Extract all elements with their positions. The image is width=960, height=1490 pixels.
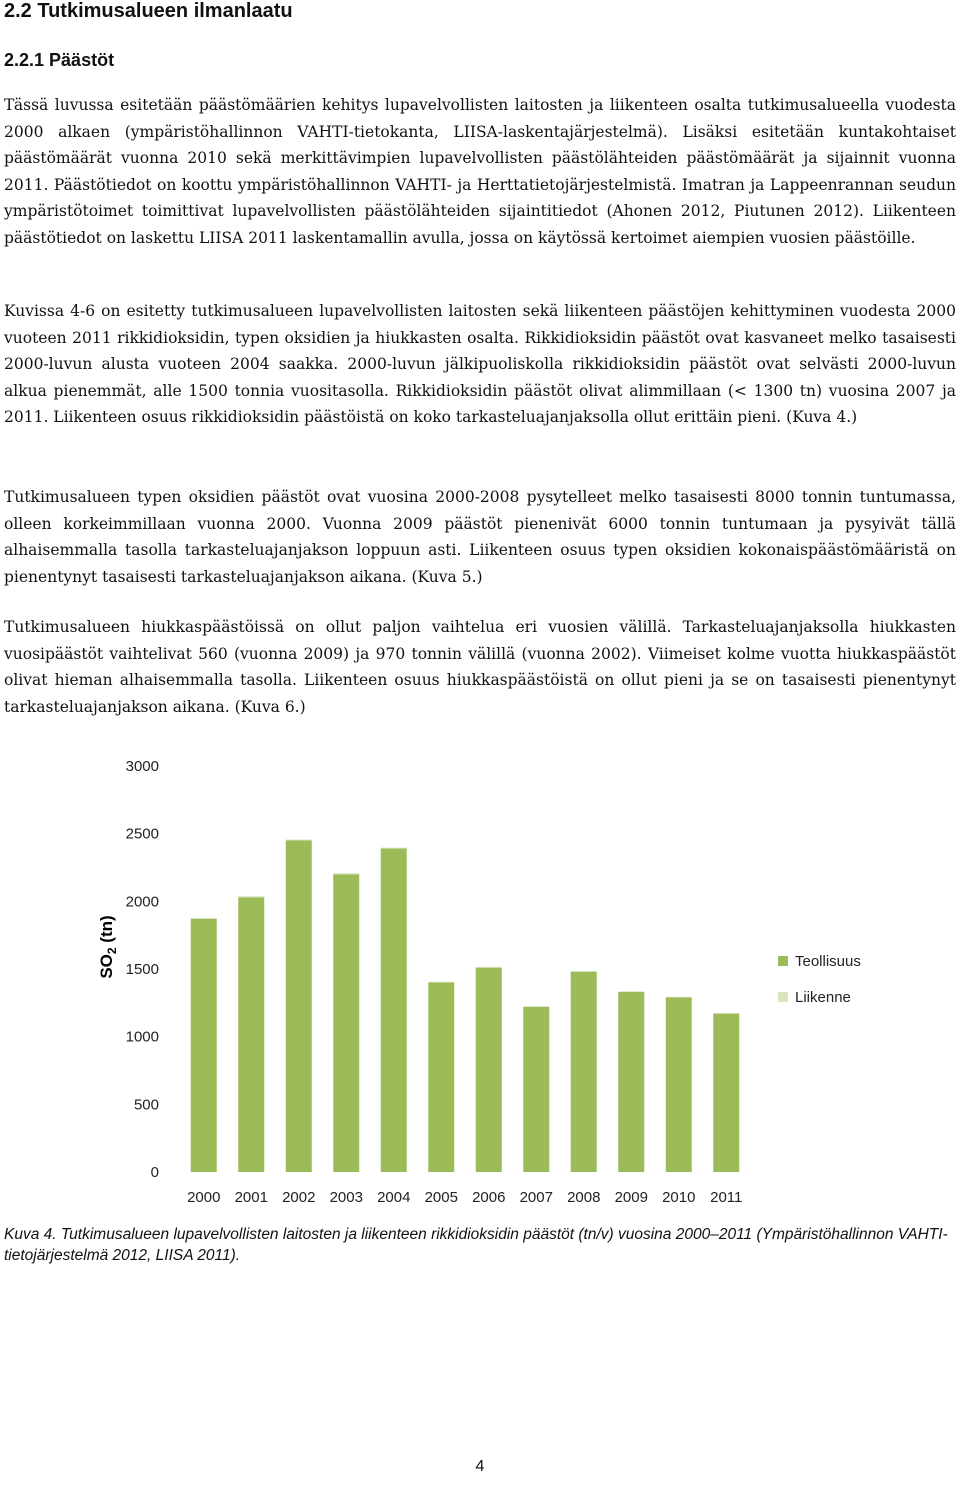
y-axis-ticks [126, 758, 159, 1181]
x-tick-label: 2009 [614, 1189, 648, 1206]
bar-liikenne-2007 [523, 1006, 549, 1007]
x-tick-label: 2008 [567, 1189, 601, 1206]
bar-liikenne-2011 [713, 1013, 739, 1014]
paragraph-nitrogen-oxides: Tutkimusalueen typen oksidien päästöt ovat vuosina 2000-2008 pysytelleet melko tasaisesti 8000 tonnin tuntumassa, olleen korkeimmillaan vuonna 2000. Vuonna 2009 päästöt pienenivät 6000 tonnin tuntumaan ja pysyivät tällä alhaisemmalla tasolla tarkasteluajanjakson loppuun asti. Liikenteen osuus typen oksidien kokonaispäästömääristä on pienentynyt tasaisesti tarkasteluajanjakson aikana. (Kuva 5.) [4, 488, 956, 586]
paragraph-sulphur-dioxide: Kuvissa 4-6 on esitetty tutkimusalueen lupavelvollisten laitosten sekä liikenteen päästöjen kehittyminen vuodesta 2000 vuoteen 2011 rikkidioksidin, typen oksidien ja hiukkasten osalta. Rikkidioksidin päästöt ovat kasvaneet melko tasaisesti 2000-luvun alusta vuoteen 2004 saakka. 2000-luvun jälkipuoliskolla rikkidioksidin päästöt ovat selvästi 2000-luvun alkua pienemmät, alle 1500 tonnia vuositasolla. Rikkidioksidin päästöt olivat alimmillaan (< 1300 tn) vuosina 2007 ja 2011. Liikenteen osuus rikkidioksidin päästöistä on koko tarkasteluajanjaksolla ollut erittäin pieni. (Kuva 4.) [4, 302, 956, 426]
x-tick-label: 2011 [710, 1189, 743, 1206]
x-tick-label: 2002 [282, 1189, 316, 1206]
bar-teollisuus-2003 [333, 874, 359, 1172]
x-tick-label: 2004 [377, 1189, 411, 1206]
y-tick-label: 3000 [125, 758, 159, 775]
bar-liikenne-2006 [476, 967, 502, 968]
bar-liikenne-2009 [618, 991, 644, 992]
y-axis-title [97, 915, 119, 978]
so2-emissions-chart [0, 740, 960, 1220]
bar-teollisuus-2000 [191, 919, 217, 1172]
bar-teollisuus-2005 [428, 983, 454, 1172]
legend-swatch-teollisuus [778, 956, 788, 966]
bar-liikenne-2000 [191, 918, 217, 919]
bar-teollisuus-2004 [381, 849, 407, 1172]
bar-teollisuus-2010 [666, 997, 692, 1172]
section-heading: 2.2 Tutkimusalueen ilmanlaatu [4, 0, 293, 22]
x-tick-label: 2001 [234, 1189, 268, 1206]
x-tick-label: 2005 [424, 1189, 458, 1206]
y-tick-label: 2000 [125, 893, 159, 911]
paragraph-emissions-intro: Tässä luvussa esitetään päästömäärien kehitys lupavelvollisten laitosten ja liikenteen osalta tutkimusalueella vuodesta 2000 alkaen (ympäristöhallinnon VAHTI-tietokanta, LIISA-laskentajärjestelmä). Lisäksi esitetään kuntakohtaiset päästömäärät vuonna 2010 sekä merkittävimpien lupavelvollisten päästölähteiden päästömäärät ja sijainnit vuonna 2011. Päästötiedot on koottu ympäristöhallinnon VAHTI- ja Herttatietojärjestelmistä. Imatran ja Lappeenrannan seudun ympäristötoimet toimittivat lupavelvollisten päästölähteiden sijaintitiedot (Ahonen 2012, Piutunen 2012). Liikenteen päästötiedot on laskettu LIISA 2011 laskentamallin avulla, jossa on käytössä kertoimet aiempien vuosien päästöille. [4, 96, 956, 247]
bar-liikenne-2010 [666, 997, 692, 998]
bar-teollisuus-2001 [238, 897, 264, 1172]
paragraph-particulates: Tutkimusalueen hiukkaspäästöissä on ollut paljon vaihtelua eri vuosien välillä. Tarkasteluajanjaksolla hiukkasten vuosipäästöt vaihtelivat 560 (vuonna 2009) ja 970 tonnin välillä (vuonna 2002). Viimeiset kolme vuotta hiukkaspäästöt olivat hieman alhaisemmalla tasolla. Liikenteen osuus hiukkaspäästöistä on ollut pieni ja se on tasaisesti pienentynyt tarkasteluajanjakson aikana. (Kuva 6.) [4, 618, 956, 716]
bar-liikenne-2008 [571, 971, 597, 972]
bar-liikenne-2004 [381, 848, 407, 849]
bar-series [191, 839, 740, 1172]
bar-teollisuus-2011 [713, 1014, 739, 1172]
x-tick-label: 2006 [472, 1189, 506, 1206]
bar-teollisuus-2007 [523, 1007, 549, 1172]
x-tick-label: 2007 [519, 1189, 553, 1206]
legend-swatch-liikenne [778, 992, 788, 1002]
legend-label-liikenne: Liikenne [795, 989, 851, 1006]
y-tick-label: 500 [133, 1096, 159, 1114]
bar-liikenne-2005 [428, 982, 454, 983]
chart-legend [778, 953, 861, 1006]
y-tick-label: 0 [150, 1164, 159, 1181]
x-tick-label: 2000 [187, 1189, 221, 1206]
bar-teollisuus-2002 [286, 840, 312, 1172]
y-tick-label: 2500 [125, 825, 159, 843]
x-tick-label: 2010 [662, 1189, 696, 1206]
bar-liikenne-2002 [286, 839, 312, 840]
legend-label-teollisuus: Teollisuus [795, 953, 861, 970]
y-tick-label: 1500 [125, 961, 159, 978]
subsection-heading: 2.2.1 Päästöt [4, 50, 115, 70]
bar-teollisuus-2006 [476, 968, 502, 1172]
bar-teollisuus-2009 [618, 992, 644, 1172]
x-tick-label: 2003 [329, 1189, 363, 1206]
y-tick-label: 1000 [125, 1028, 159, 1046]
bar-liikenne-2003 [333, 873, 359, 874]
bar-liikenne-2001 [238, 896, 264, 897]
page-number: 4 [475, 1458, 485, 1475]
figure-caption: Kuva 4. Tutkimusalueen lupavelvollisten laitosten ja liikenteen rikkidioksidin päästöt (tn/v) vuosina 2000–2011 (Ympäristöhallinnon VAHTI-tietojärjestelmä 2012, LIISA 2011). [4, 1226, 948, 1264]
y-axis-label: $SO_2$ (tn) [97, 915, 119, 979]
bar-teollisuus-2008 [571, 972, 597, 1172]
x-axis-ticks [187, 1189, 742, 1206]
